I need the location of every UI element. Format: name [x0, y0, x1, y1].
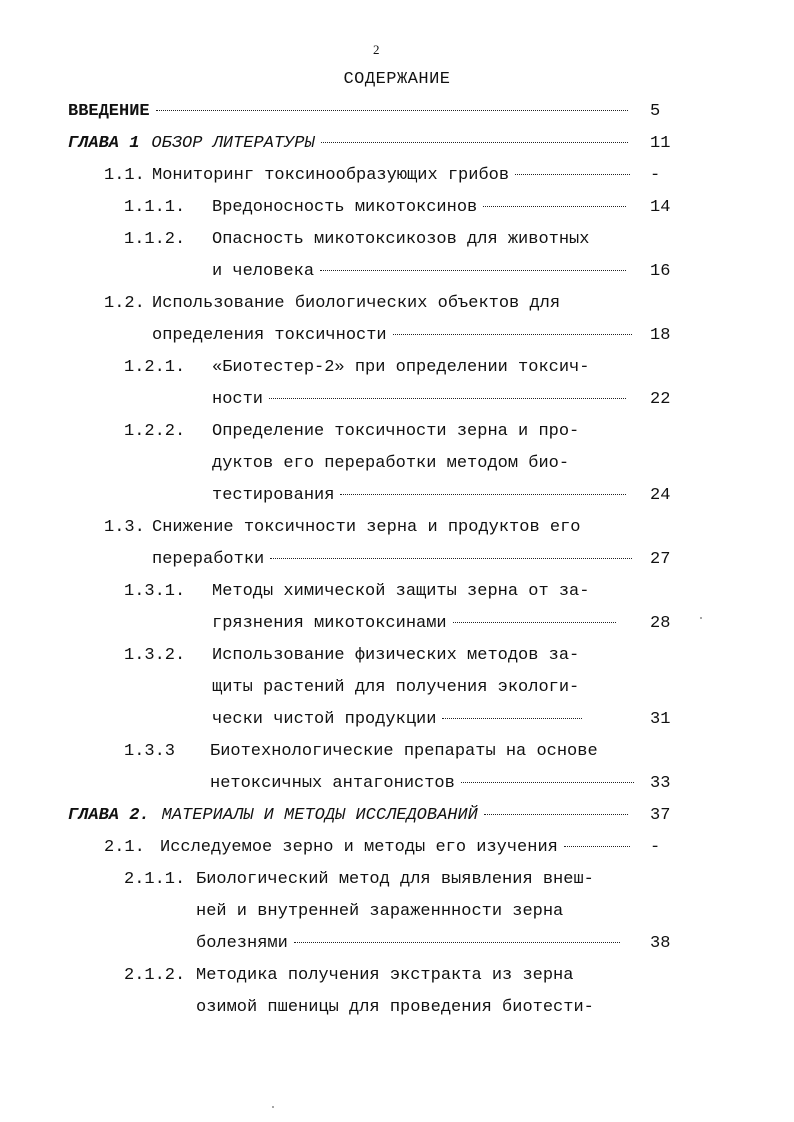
toc-entry-text: щиты растений для получения экологи-: [212, 678, 580, 697]
leader-dots: [269, 397, 626, 399]
toc-entry-text: озимой пшеницы для проведения биотести-: [196, 998, 594, 1017]
toc-page-number: 28: [650, 614, 671, 633]
leader-dots: [294, 941, 620, 943]
toc-entry-1-2-2: [0, 416, 794, 448]
toc-entry-2-1-1-cont: [0, 896, 794, 928]
toc-entry-text: Методы химической защиты зерна от за-: [212, 582, 590, 601]
toc-entry-1-2-1-cont: [0, 384, 794, 416]
toc-entry-text: Биологический метод для выявления внеш-: [196, 870, 594, 889]
chapter-label: ГЛАВА 2.: [68, 806, 150, 825]
toc-entry-1-3: [0, 512, 794, 544]
leader-dots: [453, 621, 616, 623]
toc-entry-text: «Биотестер-2» при определении токсич-: [212, 358, 590, 377]
leader-dots: [270, 557, 632, 559]
toc-entry-1-3-1: [0, 576, 794, 608]
toc-entry-text: МАТЕРИАЛЫ И МЕТОДЫ ИССЛЕДОВАНИЙ: [161, 806, 478, 825]
section-number: 1.2.2.: [124, 422, 186, 441]
toc-entry-text: Определение токсичности зерна и про-: [212, 422, 580, 441]
toc-entry-text: Использование физических методов за-: [212, 646, 580, 665]
toc-entry-text: переработки: [152, 550, 265, 569]
toc-entry-text: определения токсичности: [152, 326, 387, 345]
toc-entry-1-3-3: [0, 736, 794, 768]
toc-entry-1-3-cont: [0, 544, 794, 576]
toc-entry-1-2-2-cont: [0, 448, 794, 480]
toc-page-number: 11: [650, 134, 671, 153]
section-number: 1.2.: [104, 294, 145, 313]
toc-entry-1-3-2: [0, 640, 794, 672]
toc-entry-1-1-2: [0, 224, 794, 256]
section-number: 1.1.: [104, 166, 145, 185]
toc-page-number: 14: [650, 198, 671, 217]
toc-entry-1-2: [0, 288, 794, 320]
toc-entry-1-3-2-cont2: [0, 704, 794, 736]
leader-dots: [321, 141, 628, 143]
toc-entry-text: ней и внутренней зараженнности зерна: [196, 902, 564, 921]
toc-entry-chapter-2: [0, 800, 794, 832]
section-number: 2.1.2.: [124, 966, 186, 985]
toc-page-number: 18: [650, 326, 671, 345]
scan-speck: [272, 1106, 274, 1108]
toc-page-number: 22: [650, 390, 671, 409]
toc-page-number: -: [650, 838, 661, 857]
toc-entry-2-1-1-cont2: [0, 928, 794, 960]
leader-dots: [442, 717, 582, 719]
toc-entry-text: Использование биологических объектов для: [152, 294, 561, 313]
toc-entry-text: Мониторинг токсинообразующих грибов: [152, 166, 510, 185]
leader-dots: [461, 781, 634, 783]
toc-entry-1-2-cont: [0, 320, 794, 352]
toc-page-number: 16: [650, 262, 671, 281]
toc-page-number: 31: [650, 710, 671, 729]
toc-page-number: 38: [650, 934, 671, 953]
toc-entry-1-3-2-cont: [0, 672, 794, 704]
chapter-label: ГЛАВА 1: [68, 134, 140, 153]
toc-page-number: -: [650, 166, 661, 185]
section-number: 1.3.3: [124, 742, 176, 761]
section-number: 1.2.1.: [124, 358, 186, 377]
section-number: 2.1.1.: [124, 870, 186, 889]
toc-entry-2-1-2: [0, 960, 794, 992]
toc-entry-text: болезнями: [196, 934, 288, 953]
section-number: 1.3.2.: [124, 646, 186, 665]
toc-entry-1-3-3-cont: [0, 768, 794, 800]
toc-entry-text: чески чистой продукции: [212, 710, 437, 729]
toc-entry-text: нетоксичных антагонистов: [210, 774, 455, 793]
toc-page-number: 33: [650, 774, 671, 793]
section-number: 1.1.1.: [124, 198, 186, 217]
page-title: СОДЕРЖАНИЕ: [343, 70, 451, 89]
page-number: 2: [373, 42, 380, 57]
toc-entry-text: Опасность микотоксикозов для животных: [212, 230, 590, 249]
toc-page-number: 24: [650, 486, 671, 505]
toc-entry-text: Методика получения экстракта из зерна: [196, 966, 574, 985]
toc-entry-2-1: [0, 832, 794, 864]
toc-entry-2-1-2-cont: [0, 992, 794, 1024]
leader-dots: [156, 109, 628, 111]
section-number: 2.1.: [104, 838, 145, 857]
leader-dots: [564, 845, 630, 847]
section-number: 1.1.2.: [124, 230, 186, 249]
toc-entry-text: Биотехнологические препараты на основе: [210, 742, 598, 761]
toc-entry-1-1-1: [0, 192, 794, 224]
leader-dots: [320, 269, 626, 271]
section-number: 1.3.1.: [124, 582, 186, 601]
scan-speck: [700, 617, 702, 619]
toc-entry-text: ОБЗОР ЛИТЕРАТУРЫ: [151, 134, 315, 153]
toc-entry-1-1-2-cont: [0, 256, 794, 288]
toc-entry-1-2-1: [0, 352, 794, 384]
toc-entry-1-2-2-cont2: [0, 480, 794, 512]
leader-dots: [393, 333, 632, 335]
toc-entry-text: грязнения микотоксинами: [212, 614, 447, 633]
toc-entry-text: Вредоносность микотоксинов: [212, 198, 478, 217]
toc-entry-text: Снижение токсичности зерна и продуктов его: [152, 518, 581, 537]
leader-dots: [515, 173, 630, 175]
toc-entry-introduction: [0, 96, 794, 128]
toc-entry-chapter-1: [0, 128, 794, 160]
toc-entry-text: Исследуемое зерно и методы его изучения: [160, 838, 558, 857]
leader-dots: [340, 493, 626, 495]
toc-entry-1-1: [0, 160, 794, 192]
toc-entry-text: тестирования: [212, 486, 335, 505]
toc-page-number: 27: [650, 550, 671, 569]
leader-dots: [484, 813, 628, 815]
section-number: 1.3.: [104, 518, 145, 537]
leader-dots: [483, 205, 626, 207]
toc-entry-text: ности: [212, 390, 264, 409]
toc-entry-2-1-1: [0, 864, 794, 896]
toc-entry-text: ВВЕДЕНИЕ: [68, 102, 150, 121]
toc-page-number: 5: [650, 102, 661, 121]
toc-entry-text: и человека: [212, 262, 315, 281]
toc-entry-1-3-1-cont: [0, 608, 794, 640]
toc-entry-text: дуктов его переработки методом био-: [212, 454, 570, 473]
toc-page-number: 37: [650, 806, 671, 825]
